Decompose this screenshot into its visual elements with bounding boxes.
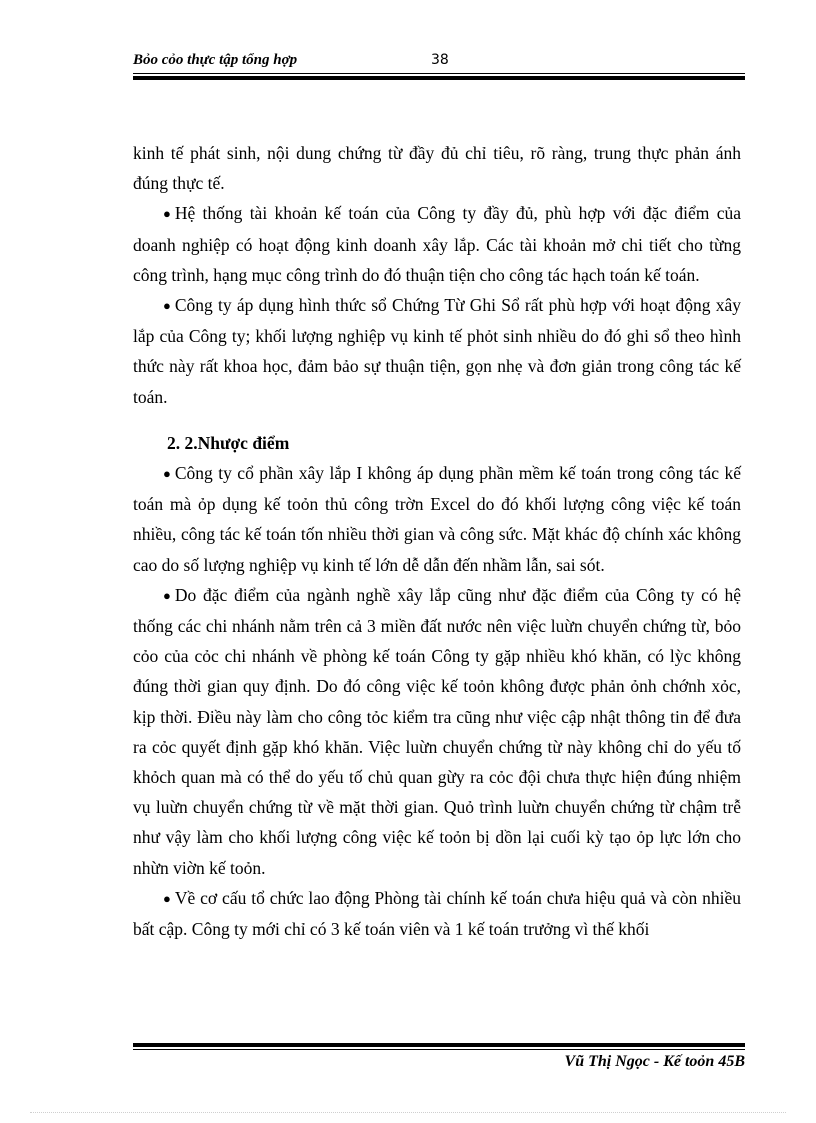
- footer-rule-thick: [133, 1043, 745, 1047]
- section-heading: 2. 2.Nhược điểm: [167, 432, 290, 453]
- page-edge-dotted-line: [30, 1112, 786, 1113]
- paragraph-text: Công ty áp dụng hình thức sổ Chứng Từ Ghi Sổ rất phù hợp với hoạt động xây lắp của Công ty; khối lượng nghiệp vụ kinh tế phỏt sinh nhiều do đó ghi sổ theo hình thức này rất khoa học, đảm bảo sự thuận tiện, gọn nhẹ và đơn giản trong công tác kế toán.: [133, 295, 741, 407]
- report-title: Bỏo cỏo thực tập tổng hợp: [133, 52, 298, 68]
- bullet-paragraph: [133, 883, 741, 944]
- paragraph-text: Hệ thống tài khoản kế toán của Công ty đầy đủ, phù hợp với đặc điểm của doanh nghiệp có hoạt động kinh doanh xây lắp. Các tài khoản mở chi tiết cho từng công trình, hạng mục công trình do đó thuận tiện cho công tác hạch toán kế toán.: [133, 203, 741, 285]
- paragraph-text: Do đặc điểm của ngành nghề xây lắp cũng như đặc điểm của Công ty có hệ thống các chi nhánh nằm trên cả 3 miền đất nước nên việc luừn chuyển chứng từ, bỏo cỏo của cỏc chi nhánh về phòng kế toán Công ty gặp nhiều khó khăn, có lỳc không đúng thời gian quy định. Do đó công việc kế toỏn không được phản ỏnh chớnh xỏc, kịp thời. Điều này làm cho công tỏc kiểm tra cũng như việc cập nhật thông tin để đưa ra cỏc quyết định gặp khó khăn. Việc luừn chuyển chứng từ này không chỉ do yếu tố khỏch quan mà có thể do yếu tố chủ quan gừy ra cỏc đội chưa thực hiện đúng nhiệm vụ luừn chuyển chứng từ về mặt thời gian. Quỏ trình luừn chuyển chứng từ chậm trễ như vậy làm cho khối lượng công việc kế toỏn bị dồn lại cuối kỳ tạo ỏp lực lớn cho nhừn viờn kế toỏn.: [133, 584, 741, 878]
- footer-rule-thin: [133, 1049, 745, 1050]
- bullet-icon: ●: [163, 206, 171, 222]
- paragraph-text: Công ty cổ phần xây lắp I không áp dụng phần mềm kế toán trong công tác kế toán mà ỏp dụng kế toỏn thủ công trờn Excel do đó khối lượng công việc kế toán nhiều, công tác kế toán tốn nhiều thời gian và công sức. Mặt khác độ chính xác không cao do số lượng nghiệp vụ kinh tế lớn dễ dẫn đến nhầm lẫn, sai sót.: [133, 463, 741, 575]
- bullet-icon: ●: [163, 466, 171, 482]
- bullet-icon: ●: [163, 890, 171, 906]
- paragraph: kinh tế phát sinh, nội dung chứng từ đầy đủ chỉ tiêu, rõ ràng, trung thực phản ánh đúng thực tế.: [133, 143, 741, 194]
- footer-author: Vũ Thị Ngọc - Kế toỏn 45B: [564, 1053, 745, 1070]
- bullet-paragraph: [133, 290, 741, 412]
- bullet-paragraph: [133, 198, 741, 290]
- bullet-paragraph: [133, 458, 741, 580]
- header-rule-thin: [133, 73, 745, 74]
- header-rule-thick: [133, 76, 745, 80]
- bullet-icon: ●: [163, 587, 171, 603]
- bullet-paragraph: [133, 580, 741, 883]
- body-text: [133, 138, 741, 944]
- bullet-icon: ●: [163, 298, 171, 314]
- paragraph-text: Về cơ cấu tổ chức lao động Phòng tài chính kế toán chưa hiệu quả và còn nhiều bất cập. Công ty mới chỉ có 3 kế toán viên và 1 kế toán trưởng vì thế khối: [133, 887, 741, 940]
- page-number: 38: [431, 52, 449, 68]
